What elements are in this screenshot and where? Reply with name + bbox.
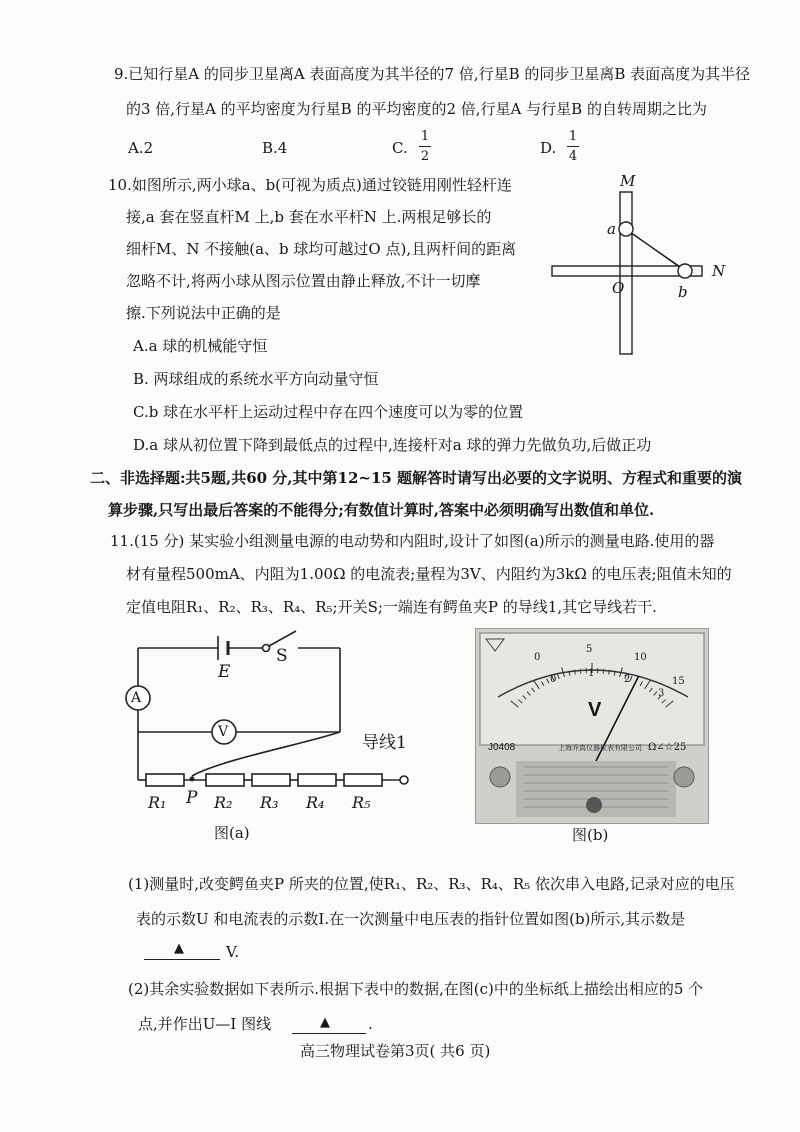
q9-option-c-denominator: 2	[420, 149, 430, 164]
q11-line2: 材有量程500mA、内阻为1.00Ω 的电流表;量程为3V、内阻约为3kΩ 的电压表;阻值未知的	[126, 565, 732, 583]
scale-top-15: 15	[672, 676, 685, 687]
scale-tick	[603, 669, 604, 674]
label-e: E	[218, 662, 231, 682]
q10-line4: 忽略不计,将两小球从图示位置由静止释放,不计一切摩	[126, 272, 481, 290]
scale-bottom-3: 3	[658, 688, 665, 699]
q10-option-d: D.a 球从初位置下降到最低点的过程中,连接杆对a 球的弹力先做负功,后做正功	[133, 436, 652, 454]
q10-line3: 细杆M、N 不接触(a、b 球均可越过O 点),且两杆间的距离	[126, 240, 517, 258]
q11-part1-unit: V.	[226, 943, 239, 961]
scale-top-0: 0	[534, 652, 541, 663]
caption-figure-b: 图(b)	[572, 826, 609, 844]
meter-maker: 上海乔真仪器仪表有限公司	[558, 744, 642, 752]
clip-p-point	[190, 777, 195, 782]
scale-top-5: 5	[586, 644, 593, 655]
q10-line2: 接,a 套在竖直杆M 上,b 套在水平杆N 上.两根足够长的	[126, 208, 492, 226]
q11-part2-end: .	[368, 1015, 373, 1033]
label-m: M	[620, 172, 636, 190]
voltmeter-photo	[475, 628, 709, 824]
q11-line3: 定值电阻R₁、R₂、R₃、R₄、R₅;开关S;一端连有鳄鱼夹P 的导线1,其它导线若干.	[126, 598, 657, 616]
q11-line1: 11.(15 分) 某实验小组测量电源的电动势和内阻时,设计了如图(a)所示的测量电路.使用的器	[110, 532, 715, 550]
zero-adjust-screw	[586, 797, 602, 813]
q9-line1: 9.已知行星A 的同步卫星离A 表面高度为其半径的7 倍,行星B 的同步卫星离B 表面高度为其半径	[114, 65, 751, 83]
scale-bottom-1: 1	[588, 668, 595, 679]
resistor-r2	[206, 774, 244, 786]
switch-terminal	[263, 645, 270, 652]
q9-option-d-label: D.	[540, 139, 557, 157]
scale-tick	[580, 669, 581, 674]
terminal-right	[674, 767, 694, 787]
resistor-r5	[344, 774, 382, 786]
label-s: S	[276, 646, 288, 666]
scale-top-10: 10	[634, 652, 647, 663]
meter-model: J0408	[488, 742, 516, 753]
q10-line5: 擦.下列说法中正确的是	[126, 304, 281, 322]
chain-terminal	[400, 776, 408, 784]
q10-line1: 10.如图所示,两小球a、b(可视为质点)通过铰链用刚性轻杆连	[108, 176, 512, 194]
q9-option-c-numerator: 1	[420, 129, 430, 144]
q9-option-d-denominator: 4	[568, 149, 578, 164]
label-n: N	[712, 262, 726, 280]
resistor-r3	[252, 774, 290, 786]
label-b: b	[678, 283, 688, 301]
scale-bottom-0: 0	[550, 674, 557, 685]
q10-option-c: C.b 球在水平杆上运动过程中存在四个速度可以为零的位置	[133, 403, 524, 421]
section2-line2: 算步骤,只写出最后答案的不能得分;有数值计算时,答案中必须明确写出数值和单位.	[108, 501, 655, 519]
q9-line2: 的3 倍,行星A 的平均密度为行星B 的平均密度的2 倍,行星A 与行星B 的自转周期之比为	[126, 100, 707, 118]
q11-part2-triangle: ▲	[320, 1015, 330, 1030]
switch-blade	[269, 631, 296, 646]
label-a: a	[607, 220, 616, 238]
page-footer: 高三物理试卷第3页( 共6 页)	[300, 1042, 491, 1060]
q11-part1-line1: (1)测量时,改变鳄鱼夹P 所夹的位置,使R₁、R₂、R₃、R₄、R₅ 依次串入电路,记录对应的电压	[128, 875, 735, 893]
q9-option-d-numerator: 1	[568, 129, 578, 144]
section2-line1: 二、非选择题:共5题,共60 分,其中第12~15 题解答时请写出必要的文字说明、方程式和重要的演	[90, 469, 743, 487]
q9-option-a: A.2	[128, 139, 154, 157]
resistor-r1	[146, 774, 184, 786]
label-p: P	[186, 788, 198, 808]
meter-unit: V	[588, 699, 602, 721]
meter-class: Ω∠☆25	[648, 742, 687, 753]
q9-option-c-label: C.	[392, 139, 408, 157]
q11-part1-triangle: ▲	[174, 941, 184, 956]
label-r3: R₃	[260, 793, 279, 812]
caption-figure-a: 图(a)	[214, 824, 250, 842]
q11-part2-line2: 点,并作出U—I 图线	[138, 1015, 272, 1033]
label-wire-1: 导线1	[362, 733, 407, 753]
terminal-left	[490, 767, 510, 787]
label-r5: R₅	[352, 793, 371, 812]
ammeter-label: A	[131, 690, 142, 706]
q11-part1-line2: 表的示数U 和电流表的示数I.在一次测量中电压表的指针位置如图(b)所示,其示数是	[136, 910, 686, 928]
label-r2: R₂	[214, 793, 233, 812]
q9-option-b: B.4	[262, 139, 288, 157]
label-o: O	[612, 279, 625, 297]
scale-bottom-2: 2	[624, 674, 631, 685]
q10-option-b: B. 两球组成的系统水平方向动量守恒	[133, 370, 379, 388]
q11-part2-line1: (2)其余实验数据如下表所示.根据下表中的数据,在图(c)中的坐标纸上描绘出相应的5 个	[128, 980, 704, 998]
voltmeter-label: V	[218, 724, 229, 740]
q10-option-a: A.a 球的机械能守恒	[133, 337, 268, 355]
label-r4: R₄	[306, 793, 325, 812]
label-r1: R₁	[148, 793, 167, 812]
resistor-r4	[298, 774, 336, 786]
